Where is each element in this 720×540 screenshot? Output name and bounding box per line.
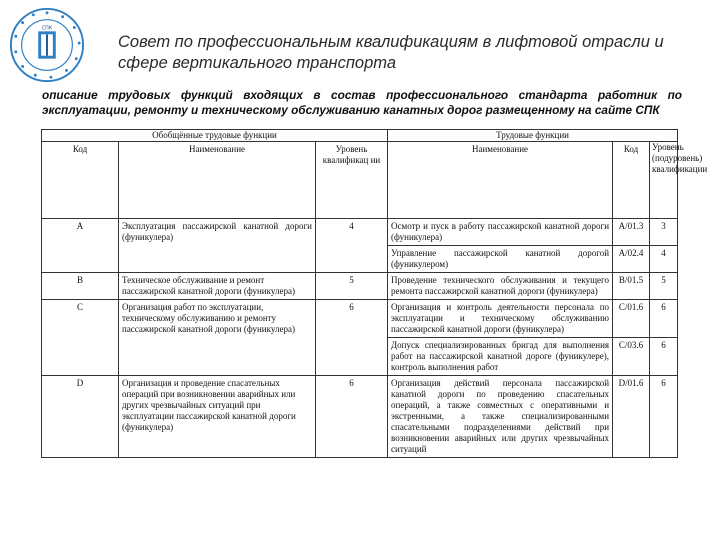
table-row: [42, 376, 678, 458]
row-level: 4: [316, 219, 388, 273]
col-level: Уровень квалификац ии: [316, 142, 388, 219]
row-name: Эксплуатация пассажирской канатной дороги (фуникулера): [119, 219, 316, 273]
row-name: Техническое обслуживание и ремонт пассажирской канатной дороги (фуникулера): [119, 273, 316, 300]
function-code: B/01.5: [613, 273, 650, 300]
row-level: 6: [316, 376, 388, 458]
table-row: [42, 219, 678, 246]
function-level: 4: [650, 246, 678, 273]
function-code: C/01.6: [613, 300, 650, 338]
function-name: Управление пассажирской канатной дорогой (фуникулером): [388, 246, 613, 273]
function-level: 6: [650, 376, 678, 458]
function-code: C/03.6: [613, 338, 650, 376]
row-code: A: [42, 219, 119, 273]
function-name: Организация и контроль деятельности персонала по эксплуатации и техническому обслуживанию пассажирской канатной дороги (фуникулера): [388, 300, 613, 338]
function-code: D/01.6: [613, 376, 650, 458]
group-header-generalized: Обобщённые трудовые функции: [42, 130, 388, 142]
page-subtitle: описание трудовых функций входящих в состав профессионального стандарта работник по эксплуатации, ремонту и техническому обслуживанию канатных дорог размещенному на сайте СПК: [42, 88, 682, 117]
function-level: 6: [650, 338, 678, 376]
row-code: C: [42, 300, 119, 376]
table-row: [42, 300, 678, 338]
table-row: [42, 273, 678, 300]
function-level: 6: [650, 300, 678, 338]
col-name: Наименование: [119, 142, 316, 219]
function-name: Осмотр и пуск в работу пассажирской канатной дороги (фуникулера): [388, 219, 613, 246]
function-name: Проведение технического обслуживания и текущего ремонта пассажирской канатной дороги (фуникулера): [388, 273, 613, 300]
row-name: Организация работ по эксплуатации, техническому обслуживанию и ремонту пассажирской канатной дороги (фуникулера): [119, 300, 316, 376]
col-tf-name: Наименование: [388, 142, 613, 219]
row-code: B: [42, 273, 119, 300]
labor-functions-table: [41, 129, 708, 458]
function-level: 3: [650, 219, 678, 246]
svg-text:СПК: СПК: [41, 25, 53, 32]
row-code: D: [42, 376, 119, 458]
row-level: 5: [316, 273, 388, 300]
row-name: Организация и проведение спасательных операций при возникновении аварийных или других чрезвычайных ситуаций при эксплуатации пассажирской канатной дороги (фуникулера): [119, 376, 316, 458]
function-name: Организация действий персонала пассажирской канатной дороги по проведению спасательных операций, а также совместных с оперативными и экстренными, а также специализированными спасательными подразделениями действий при возникновении аварийных или других чрезвычайных ситуаций: [388, 376, 613, 458]
function-code: A/01.3: [613, 219, 650, 246]
function-code: A/02.4: [613, 246, 650, 273]
row-level: 6: [316, 300, 388, 376]
page-title: Совет по профессиональным квалификациям в лифтовой отрасли и сфере вертикального транспорта: [118, 33, 664, 72]
group-header-labor: Трудовые функции: [388, 130, 678, 142]
col-code: Код: [42, 142, 119, 219]
col-tf-code: Код: [613, 142, 650, 219]
function-level: 5: [650, 273, 678, 300]
function-name: Допуск специализированных бригад для выполнения работ на пассажирской канатной дороге (фуникулере), контроль выполнения работ: [388, 338, 613, 376]
council-logo: [8, 6, 86, 84]
col-tf-level: Уровень (подуровень) квалификации: [650, 142, 678, 219]
